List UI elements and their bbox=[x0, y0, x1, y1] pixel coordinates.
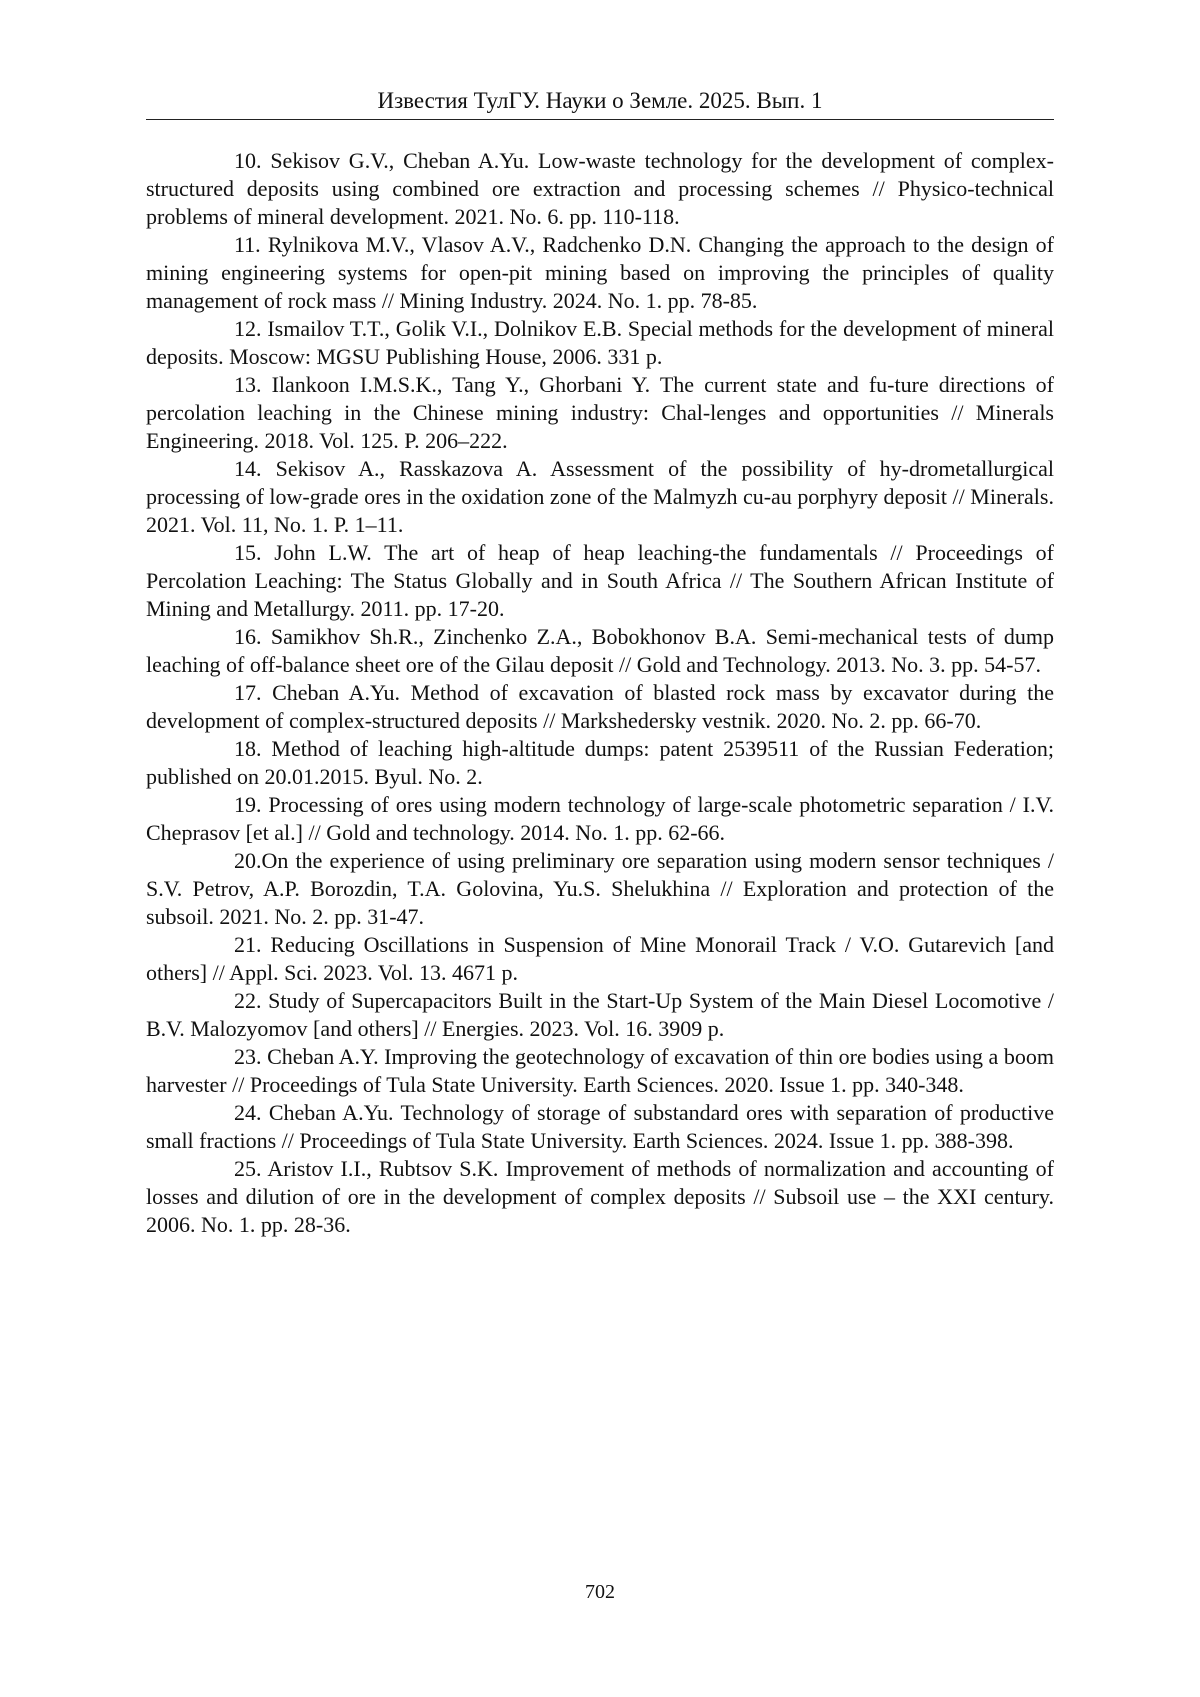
reference-item-21: 21. Reducing Oscillations in Suspension of Mine Monorail Track / V.O. Gutarevich [and others] // Appl. Sci. 2023. Vol. 13. 4671 p. bbox=[146, 932, 1054, 985]
reference-item-19: 19. Processing of ores using modern technology of large-scale photometric separation / I.V. Cheprasov [et al.] // Gold and technology. 2014. No. 1. pp. 62-66. bbox=[146, 792, 1054, 845]
reference-item-24: 24. Cheban A.Yu. Technology of storage of substandard ores with separation of productive small fractions // Proceedings of Tula State University. Earth Sciences. 2024. Issue 1. pp. 388-398. bbox=[146, 1100, 1054, 1153]
reference-item-12: 12. Ismailov T.T., Golik V.I., Dolnikov E.B. Special methods for the development of mineral deposits. Moscow: MGSU Publishing House, 2006. 331 p. bbox=[146, 316, 1054, 369]
reference-item-15: 15. John L.W. The art of heap of heap leaching-the fundamentals // Proceedings of Percolation Leaching: The Status Globally and in South Africa // The Southern African Institute of Mining and Metallurgy. 2011. pp. 17-20. bbox=[146, 540, 1054, 621]
reference-item-11: 11. Rylnikova M.V., Vlasov A.V., Radchenko D.N. Changing the approach to the design of mining engineering systems for open-pit mining based on improving the principles of quality management of rock mass // Mining Industry. 2024. No. 1. pp. 78-85. bbox=[146, 232, 1054, 313]
page-number: 702 bbox=[585, 1581, 615, 1603]
reference-item-25: 25. Aristov I.I., Rubtsov S.K. Improvement of methods of normalization and accounting of losses and dilution of ore in the development of complex deposits // Subsoil use – the XXI century. 2006. No. 1. pp. 28-36. bbox=[146, 1156, 1054, 1237]
reference-item-22: 22. Study of Supercapacitors Built in the Start-Up System of the Main Diesel Locomotive / B.V. Malozyomov [and others] // Energies. 2023. Vol. 16. 3909 p. bbox=[146, 988, 1054, 1041]
reference-item-10: 10. Sekisov G.V., Cheban A.Yu. Low-waste technology for the development of complex-structured deposits using combined ore extraction and processing schemes // Physico-technical problems of mineral development. 2021. No. 6. pp. 110-118. bbox=[146, 148, 1054, 229]
reference-item-20: 20.On the experience of using preliminary ore separation using modern sensor techniques / S.V. Petrov, A.P. Borozdin, T.A. Golovina, Yu.S. Shelukhina // Exploration and protection of the subsoil. 2021. No. 2. pp. 31-47. bbox=[146, 848, 1054, 929]
reference-item-13: 13. Ilankoon I.M.S.K., Tang Y., Ghorbani Y. The current state and fu-ture directions of percolation leaching in the Chinese mining industry: Chal-lenges and opportunities // Minerals Engineering. 2018. Vol. 125. P. 206–222. bbox=[146, 372, 1054, 453]
header-rule bbox=[146, 119, 1054, 120]
running-header: Известия ТулГУ. Науки о Земле. 2025. Вып. 1 bbox=[377, 88, 823, 113]
reference-item-14: 14. Sekisov A., Rasskazova A. Assessment of the possibility of hy-drometallurgical processing of low-grade ores in the oxidation zone of the Malmyzh cu-au porphyry deposit // Minerals. 2021. Vol. 11, No. 1. P. 1–11. bbox=[146, 456, 1054, 537]
reference-list bbox=[146, 147, 1054, 1239]
reference-item-17: 17. Cheban A.Yu. Method of excavation of blasted rock mass by excavator during the development of complex-structured deposits // Markshedersky vestnik. 2020. No. 2. pp. 66-70. bbox=[146, 680, 1054, 733]
reference-item-18: 18. Method of leaching high-altitude dumps: patent 2539511 of the Russian Federation; published on 20.01.2015. Byul. No. 2. bbox=[146, 736, 1054, 789]
reference-item-23: 23. Cheban A.Y. Improving the geotechnology of excavation of thin ore bodies using a boom harvester // Proceedings of Tula State University. Earth Sciences. 2020. Issue 1. pp. 340-348. bbox=[146, 1044, 1054, 1097]
reference-item-16: 16. Samikhov Sh.R., Zinchenko Z.A., Bobokhonov B.A. Semi-mechanical tests of dump leaching of off-balance sheet ore of the Gilau deposit // Gold and Technology. 2013. No. 3. pp. 54-57. bbox=[146, 624, 1054, 677]
